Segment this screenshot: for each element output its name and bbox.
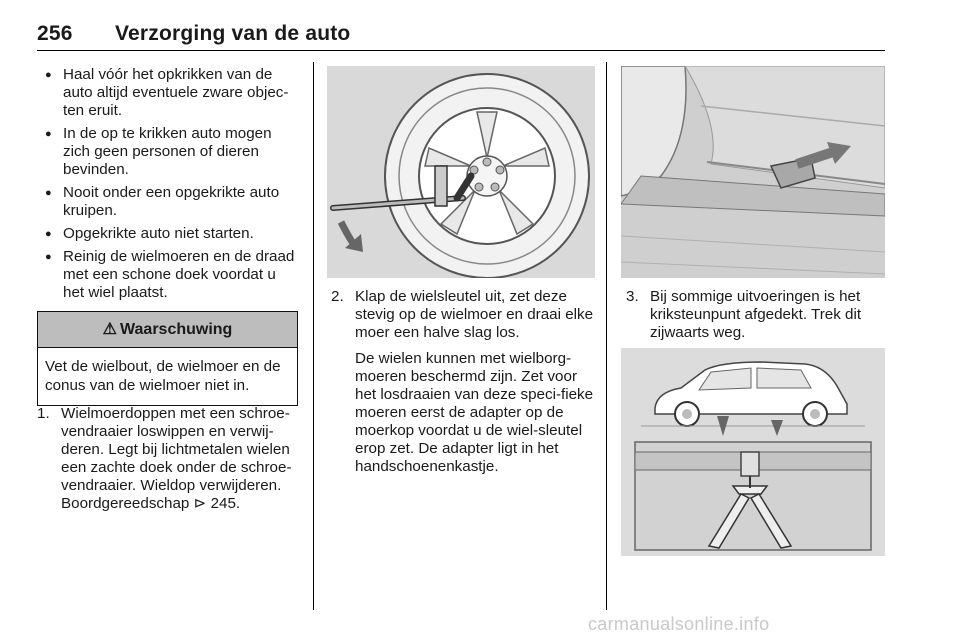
column-divider-1	[313, 62, 314, 610]
list-item: ● In de op te krikken auto mogen zich geen personen of dieren bevinden.	[45, 125, 272, 178]
precaution-list	[37, 66, 299, 302]
page-title: Verzorging van de auto	[115, 22, 351, 45]
warning-body: Vet de wielbout, de wielmoer en de conus van de wielmoer niet in.	[45, 358, 281, 394]
warning-title: ⚠ Waarschuwing	[38, 312, 297, 348]
step-text: Klap de wielsleutel uit, zet deze stevig op de wielmoer en draai elke moer een halve slag los.	[355, 288, 594, 341]
step-number: 1.	[37, 405, 50, 422]
step-note: De wielen kunnen met wielborg-moeren beschermd zijn. Zet voor het losdraaien van deze speci-fieke moeren eerst de adapter op de moerkop voordat u de wiel-sleutel erop zet. De adapter ligt in het handschoenenkastje.	[355, 350, 594, 475]
step-1	[37, 405, 301, 521]
warning-box	[37, 311, 298, 406]
watermark: carmanualsonline.info	[588, 614, 770, 634]
list-item: ● Reinig de wielmoeren en de draad met een schone doek voordat u het wiel plaatst.	[45, 248, 295, 301]
page-reference-link[interactable]: 245.	[210, 495, 241, 512]
car-jack-position-illustration	[621, 348, 885, 556]
step-number: 3.	[626, 288, 639, 305]
wheel-wrench-illustration	[327, 66, 595, 278]
column-divider-2	[606, 62, 607, 610]
list-item: ● Nooit onder een opgekrikte auto kruipen.	[45, 184, 280, 219]
jack-point-cover-illustration	[621, 66, 885, 278]
list-item: ● Opgekrikte auto niet starten.	[45, 225, 254, 242]
page-header	[37, 22, 350, 46]
page-reference-icon: ⊳	[193, 495, 207, 512]
column-1	[37, 66, 299, 307]
step-text: Wielmoerdoppen met een schroe-vendraaier loswippen en verwij-deren. Legt bij lichtmetalen wielen een zachte doek onder de schroe-vendraaier. Wieldop verwijderen. Boordgereedschap	[61, 405, 292, 512]
list-item: ● Haal vóór het opkrikken van de auto altijd eventuele zware objec-ten eruit.	[45, 66, 289, 119]
header-rule	[37, 50, 885, 51]
warning-triangle-icon: ⚠	[102, 321, 118, 338]
page-number: 256	[37, 22, 73, 45]
step-2	[331, 288, 595, 484]
step-text: Bij sommige uitvoeringen is het kriksteunpunt afgedekt. Trek dit zijwaarts weg.	[650, 288, 862, 341]
step-3	[626, 288, 888, 350]
step-number: 2.	[331, 288, 344, 305]
